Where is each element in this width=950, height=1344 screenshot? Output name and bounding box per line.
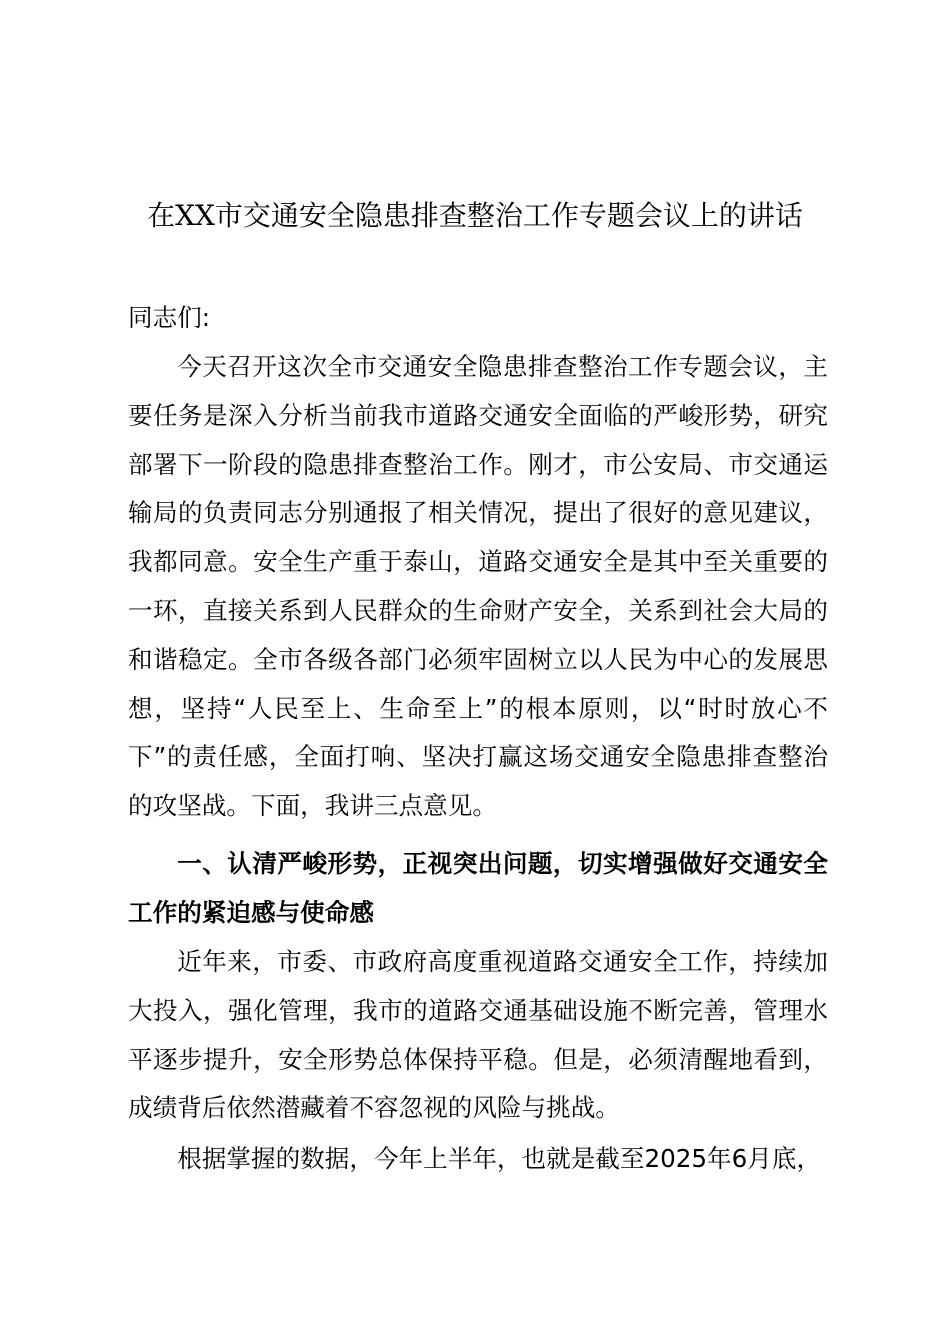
- document-title: 在XX市交通安全隐患排查整治工作专题会议上的讲话: [147, 199, 803, 232]
- section-1-paragraph-2: 根据掌握的数据，今年上半年，也就是截至2025年6月底，: [177, 1144, 822, 1173]
- intro-paragraph: 今天召开这次全市交通安全隐患排查整治工作专题会议，主要任务是深入分析当前我市道路交通安全面临的严峻形势，研究部署下一阶段的隐患排查整治工作。刚才，市公安局、市交通运输局的负责同志分别通报了相关情况，提出了很好的意见建议，我都同意。安全生产重于泰山，道路交通安全是其中至关重要的一环，直接关系到人民群众的生命财产安全，关系到社会大局的和谐稳定。全市各级各部门必须牢固树立以人民为中心的发展思想，坚持“人民至上、生命至上”的根本原则，以“时时放心不下”的责任感，全面打响、坚决打赢这场交通安全隐患排查整治的攻坚战。下面，我讲三点意见。: [128, 352, 828, 821]
- section-heading-1: 一、认清严峻形势，正视突出问题，切实增强做好交通安全工作的紧迫感与使命感: [128, 849, 828, 927]
- section-1-paragraph-1: 近年来，市委、市政府高度重视道路交通安全工作，持续加大投入，强化管理，我市的道路交通基础设施不断完善，管理水平逐步提升，安全形势总体保持平稳。但是，必须清醒地看到，成绩背后依然潜藏着不容忽视的风险与挑战。: [128, 947, 828, 1123]
- salutation: 同志们:: [128, 303, 211, 332]
